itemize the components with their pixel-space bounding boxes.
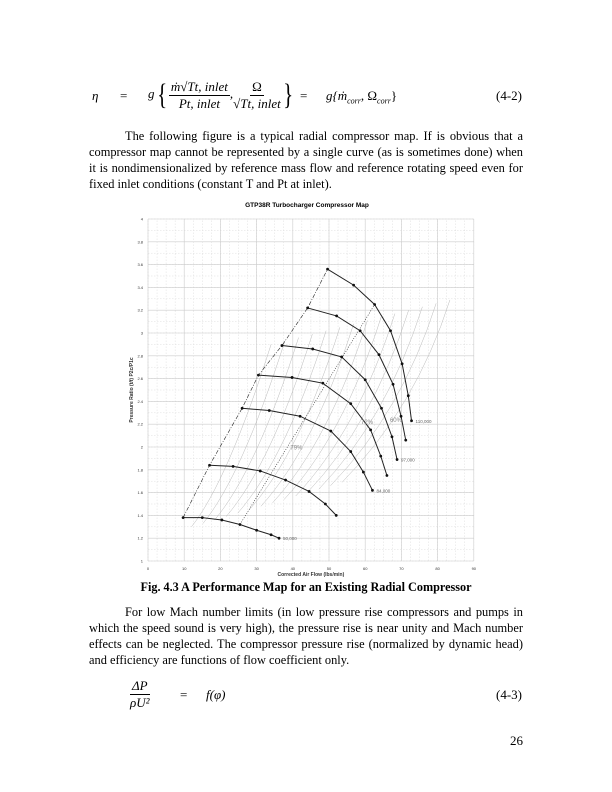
eq-equals: = [120,88,128,103]
y-tick-label: 1.4 [137,512,143,518]
compressor-map-chart [120,195,495,585]
speed-line-point [291,376,294,379]
speed-line-point [407,394,410,397]
eq-close: } [390,88,398,103]
chart-title: GTP38R Turbocharger Compressor Map [245,202,369,209]
speed-line-point [401,362,404,365]
numerator: ΔP [132,678,148,693]
page-number: 26 [510,733,523,748]
speed-line-point [306,307,309,310]
speed-line [242,408,372,490]
fraction [130,678,150,711]
x-tick-label: 10 [181,566,187,571]
speed-line-point [281,344,284,347]
speed-line-point [299,415,302,418]
y-tick-label: 2 [140,444,143,450]
x-tick-label: 90 [471,566,477,571]
speed-line-point [380,407,383,410]
speed-line-point [352,284,355,287]
speed-line-point [321,382,324,385]
speed-line-label: 84,000 [376,488,391,494]
y-tick-label: 3.4 [137,284,143,290]
equation-number: (4-3) [496,687,522,702]
y-tick-label: 3 [140,330,143,336]
numerator: ṁ√Tt, inlet [170,78,228,94]
speed-line-point [373,303,376,306]
speed-line-point [404,439,407,442]
numerator: Ω [252,78,262,94]
denominator: ρU² [130,695,150,710]
eq-equals: = [180,687,188,702]
speed-line-point [232,465,235,468]
speed-line-point [392,383,395,386]
eq-omega: , Ω [360,88,378,103]
eq-rhs: f(φ) [206,687,226,702]
speed-line-point [278,537,281,540]
surge-line [183,269,327,518]
speed-line [210,465,337,515]
subscript: corr [377,96,391,106]
denominator: Pt, inlet [178,95,220,111]
speed-line-point [369,429,372,432]
x-tick-label: 70 [399,566,404,571]
speed-line-point [201,516,204,519]
y-tick-label: 2.6 [137,376,143,382]
fraction-1 [169,79,230,112]
x-tick-label: 80 [435,566,440,571]
speed-line-label: 50,000 [283,536,297,542]
eq-rhs [326,88,397,106]
speed-line-label: 97,000 [401,457,415,463]
y-tick-label: 2.2 [137,421,143,427]
speed-line-point [359,329,362,332]
speed-line-point [208,464,211,467]
speed-line-point [410,419,413,422]
speed-line-label: 110,000 [415,418,432,424]
speed-line-point [329,430,332,433]
speed-line-point [259,470,262,473]
y-tick-label: 4 [140,216,143,222]
speed-line-point [220,519,223,522]
y-tick-label: 2.4 [137,398,143,404]
speed-line-point [340,356,343,359]
speed-line-point [311,348,314,351]
x-axis-label: Corrected Air Flow (lbs/min) [277,572,345,578]
speed-line [328,269,412,421]
efficiency-contour [203,341,285,523]
y-tick-label: 1 [140,558,143,564]
eq-function: g{ $\frac{\text{ṁ√Tt, inlet}}{\text{Pt, inlet}}$ , $\frac{\Omega}{\text{√Tt, inlet}}$ } [148,78,293,111]
y-tick-label: 3.8 [137,239,143,245]
speed-line-point [241,407,244,410]
speed-line-point [335,514,338,517]
speed-line-point [362,471,365,474]
efficiency-label: 72% [361,420,374,427]
fraction-2 [233,79,281,112]
speed-line-point [379,455,382,458]
equation-4-3 [130,678,522,712]
speed-line-point [268,409,271,412]
x-tick-label: 50 [326,566,332,571]
speed-line-point [326,268,329,271]
x-tick-label: 40 [290,566,296,571]
eq-rhs-main: g{ṁ [326,88,348,103]
eq-lhs: η [92,88,99,103]
speed-line-point [239,523,242,526]
speed-line-point [284,479,287,482]
x-tick-label: 0 [146,566,150,571]
paragraph-2: For low Mach number limits (in low pressure rise compressors and pumps in which the speed sound is very high), the pressure rise is near unity and Mach number effects can be neglected. The compressor pressure rise (normalized by dynamic head) and efficiency are functions of flow coefficient only. [89,605,523,667]
speed-line-point [386,474,389,477]
y-tick-label: 3.2 [137,307,143,313]
y-tick-label: 1.8 [137,467,143,473]
speed-line [282,346,397,460]
speed-line-point [349,450,352,453]
figure-caption: Fig. 4.3 A Performance Map for an Existing Radial Compressor [140,580,472,594]
speed-line-point [257,374,260,377]
speed-line [183,518,279,539]
speed-line-point [396,458,399,461]
eq-equals-2: = [300,88,308,103]
speed-line-point [349,402,352,405]
subscript: corr [347,96,361,106]
speed-line-point [308,490,311,493]
speed-line-point [364,378,367,381]
speed-line-point [255,529,258,532]
speed-line-point [324,503,327,506]
y-tick-label: 2.8 [137,353,143,359]
equation-4-2 [92,78,522,114]
speed-line-point [389,329,392,332]
denominator: √Tt, inlet [233,95,281,111]
efficiency-contour [249,327,339,509]
equation-number: (4-2) [496,88,522,103]
paragraph-1: The following figure is a typical radial compressor map. If is obvious that a compressor map cannot be represented by a single curve (as is sometimes done) when it is nondimensionalized by reference mass flow and reference rotating speed even for fixed inlet conditions (constant T and Pt at inlet). [89,129,523,191]
efficiency-label: 79% [290,445,303,452]
y-tick-label: 3.6 [137,262,143,268]
speed-line-point [335,315,338,318]
speed-line-point [270,533,273,536]
x-tick-label: 60 [362,566,368,571]
y-axis-label: Pressure Ratio (t/t) P2c/P1c [129,357,135,423]
y-tick-label: 1.6 [137,490,143,496]
speed-line-point [182,516,185,519]
x-tick-label: 30 [254,566,259,571]
speed-line-point [378,353,381,356]
speed-line-point [391,435,394,438]
y-tick-label: 1.2 [137,535,143,541]
x-tick-label: 20 [218,566,223,571]
speed-line-point [371,489,374,492]
eq-g: g [148,85,155,101]
efficiency-label: 60% [389,417,402,424]
